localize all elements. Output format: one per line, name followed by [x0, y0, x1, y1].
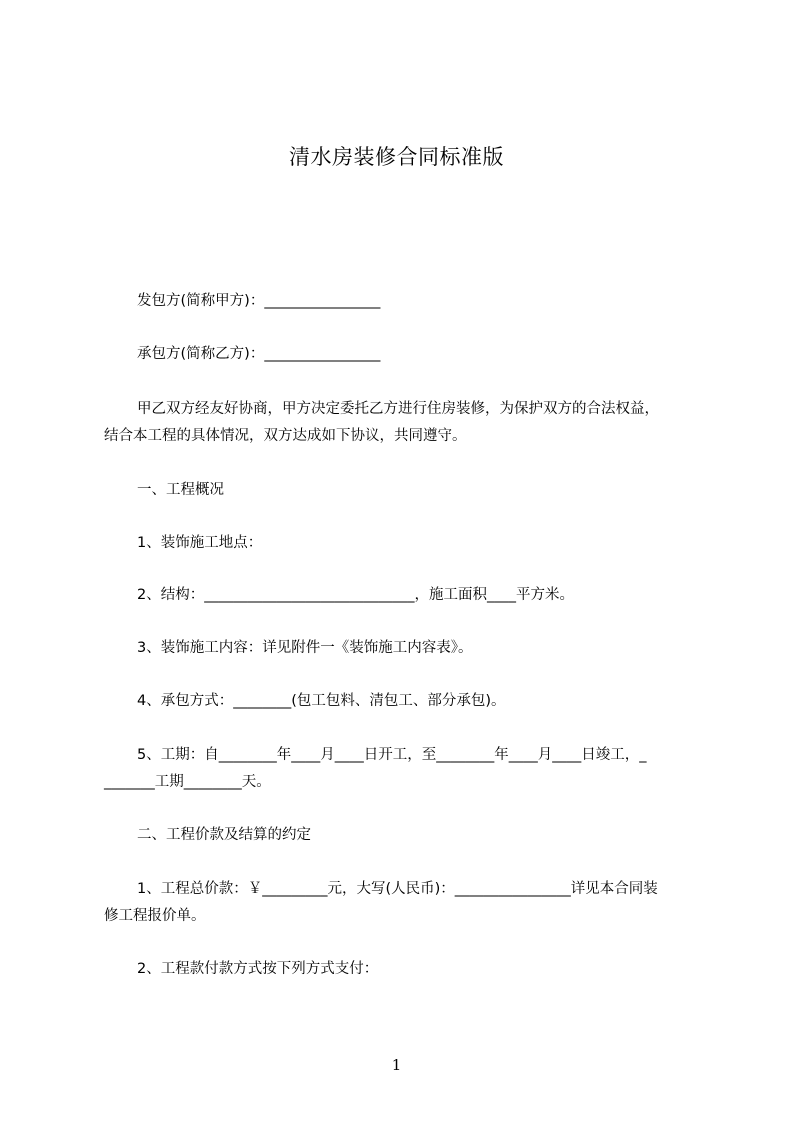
- item-1-location: 1、装饰施工地点：: [137, 535, 263, 551]
- party-b-line: 承包方(简称乙方)：________________: [137, 346, 381, 362]
- document-title: 清水房装修合同标准版: [289, 145, 504, 169]
- item-3-content: 3、装饰施工内容：详见附件一《装饰施工内容表》。: [137, 640, 473, 656]
- item-4-contract-type: 4、承包方式：________(包工包料、清包工、部分承包)。: [137, 693, 506, 709]
- price-paragraph-line-1: 1、工程总价款：￥_________元，大写(人民币)：________________详见本合同装: [137, 881, 658, 897]
- intro-paragraph-line-2: 结合本工程的具体情况，双方达成如下协议，共同遵守。: [104, 428, 467, 444]
- item-5-period-line-2: _______工期________天。: [104, 774, 271, 790]
- item-2-structure: 2、结构：_____________________________，施工面积____平方米。: [137, 587, 574, 603]
- section-2-heading: 二、工程价款及结算的约定: [137, 827, 311, 843]
- section-1-heading: 一、工程概况: [137, 482, 224, 498]
- intro-paragraph-line-1: 甲乙双方经友好协商，甲方决定委托乙方进行住房装修，为保护双方的合法权益，: [137, 401, 659, 417]
- price-paragraph-line-2: 修工程报价单。: [104, 908, 206, 924]
- item-5-period-line-1: 5、工期：自________年____月____日开工，至________年____月____日竣工，_: [137, 747, 647, 763]
- page-number: 1: [391, 1056, 402, 1074]
- party-a-line: 发包方(简称甲方)：________________: [137, 293, 381, 309]
- payment-method-item: 2、工程款付款方式按下列方式支付：: [137, 961, 379, 977]
